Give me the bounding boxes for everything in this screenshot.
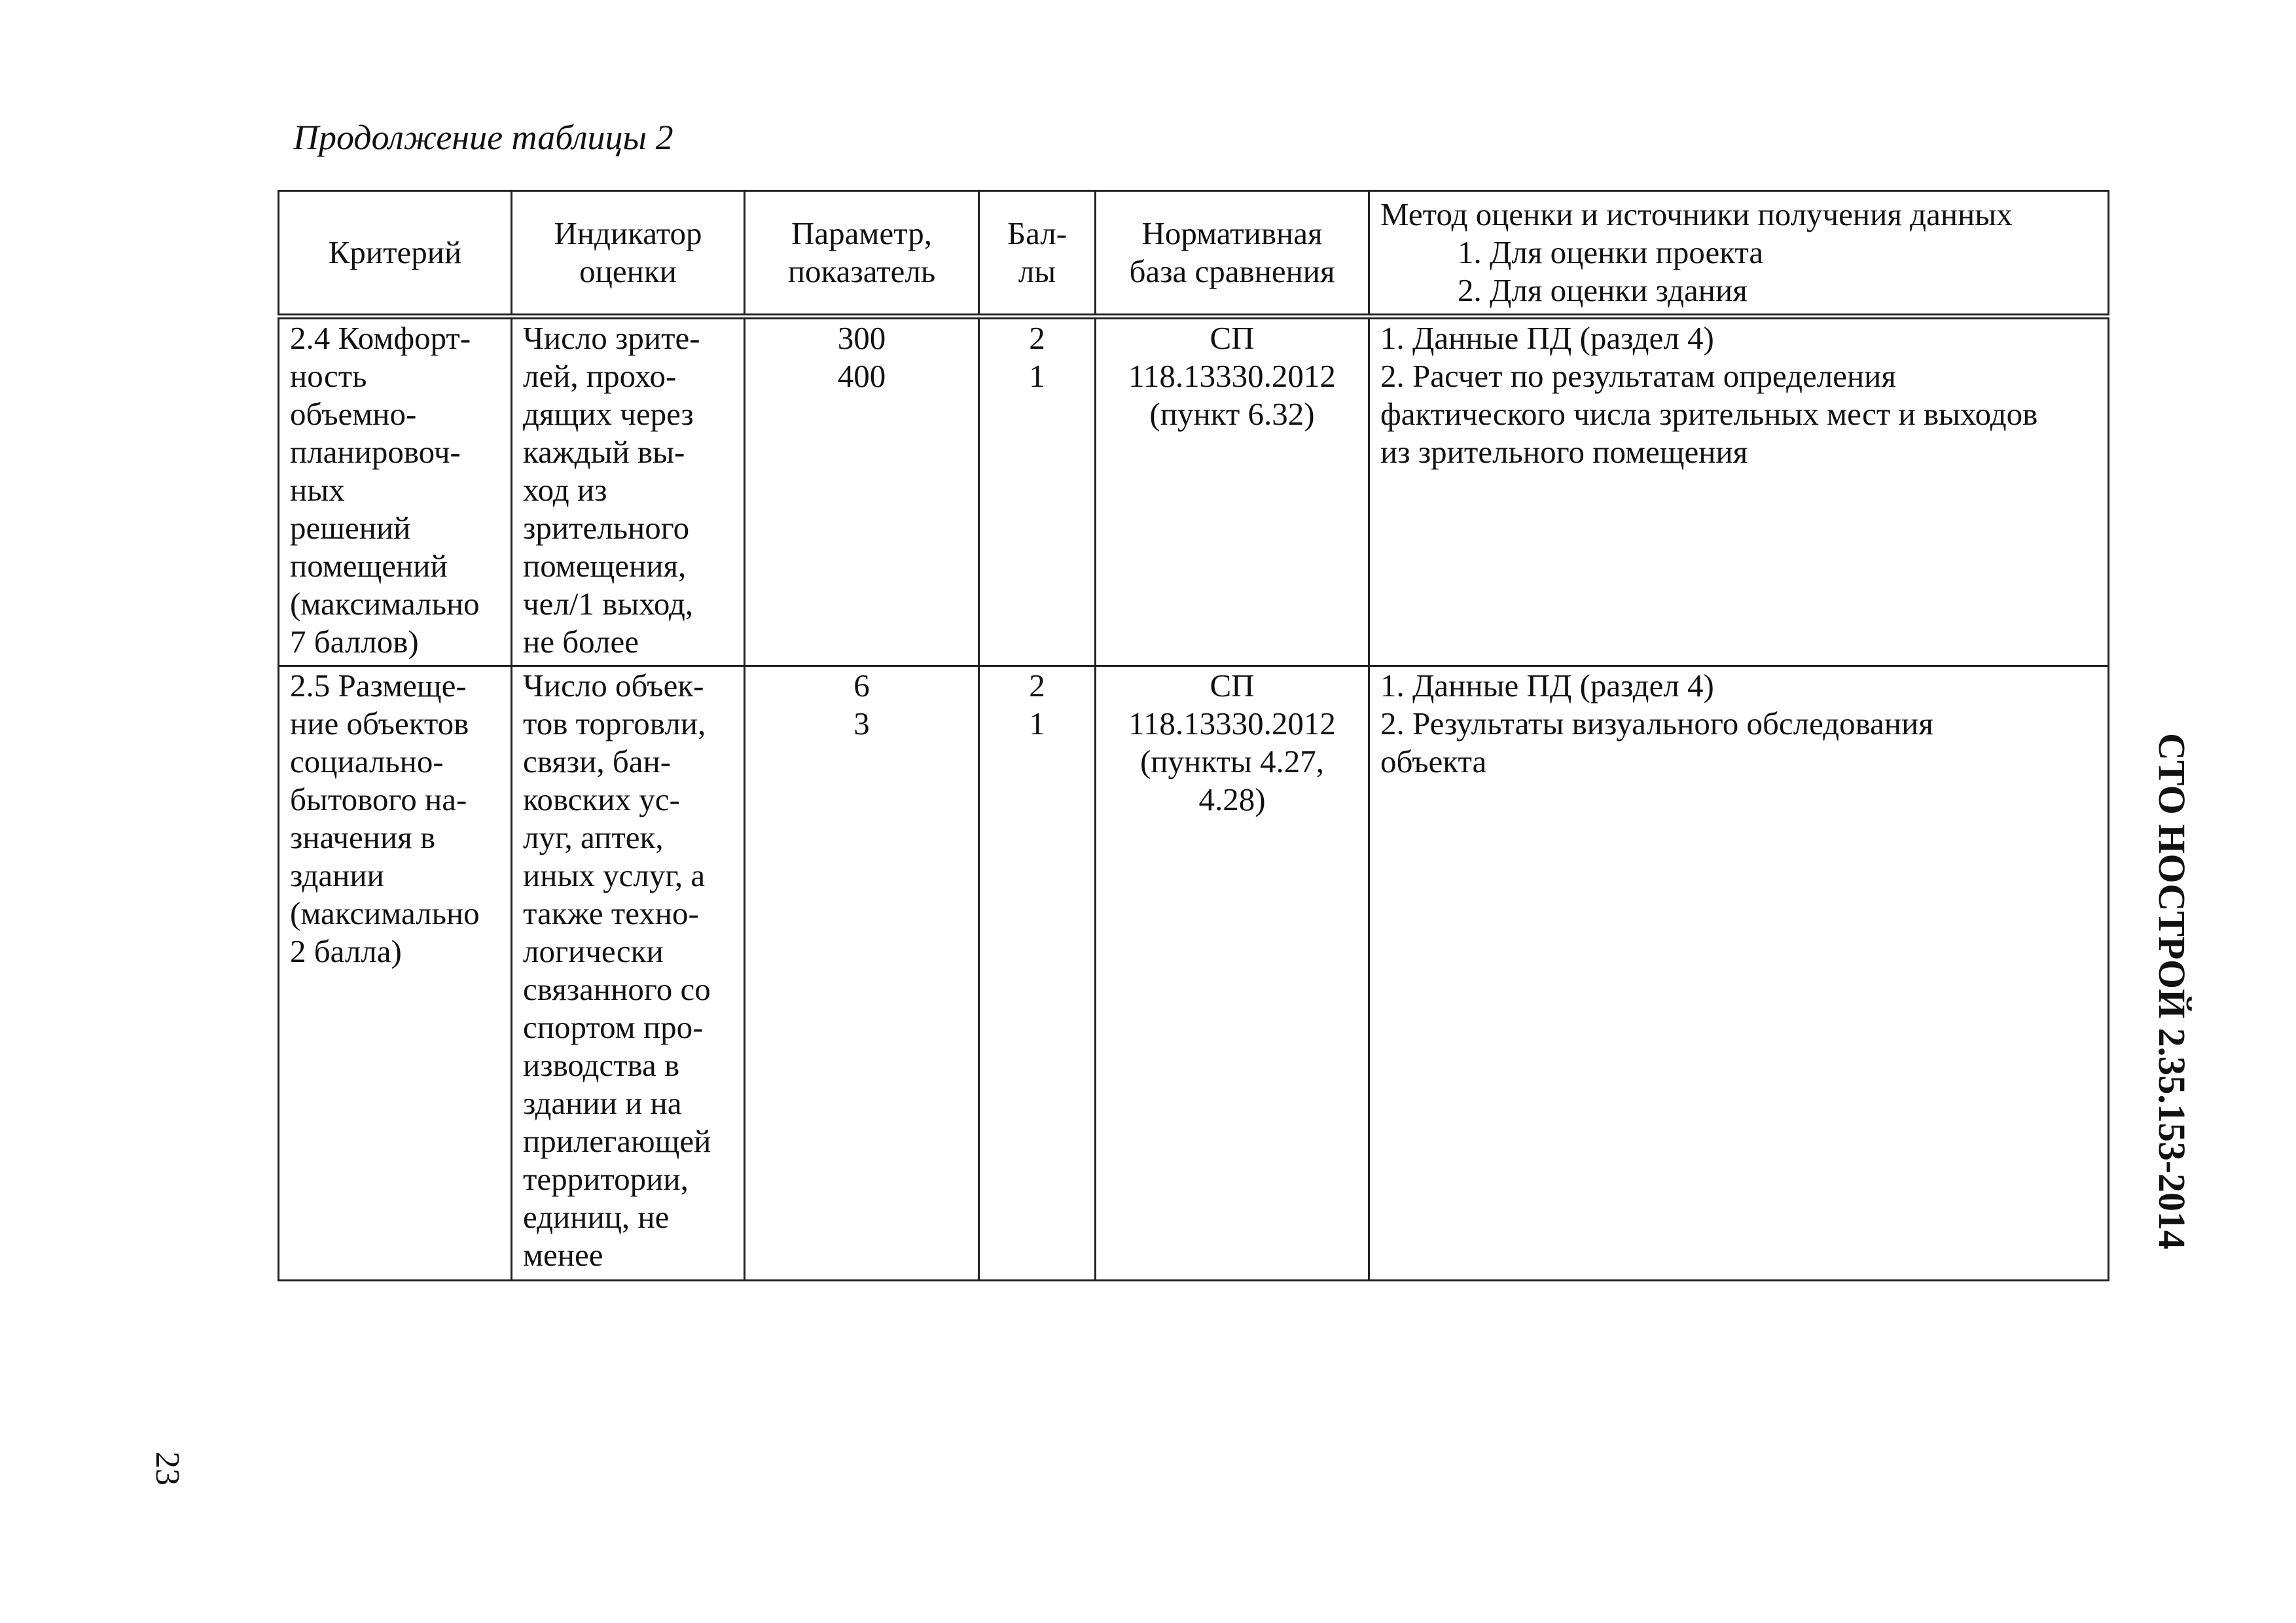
header-criterion: Критерий xyxy=(279,191,512,317)
criteria-table xyxy=(278,190,2109,1281)
table-row xyxy=(279,666,2109,1281)
header-parameter: Параметр, показатель xyxy=(745,191,979,317)
cell-method: 1. Данные ПД (раздел 4) 2. Расчет по результатам определения фактического числа зрительных мест и выходов из зрительного помещения xyxy=(1369,317,2109,666)
page-number: 23 xyxy=(149,1452,186,1486)
cell-parameter: 6 3 xyxy=(745,666,979,1281)
cell-criterion: 2.4 Комфорт- ность объемно- планировоч- ных решений помещений (максимально 7 баллов) xyxy=(279,317,512,666)
header-method xyxy=(1369,191,2109,317)
cell-parameter: 300 400 xyxy=(745,317,979,666)
cell-base: СП 118.13330.2012 (пункт 6.32) xyxy=(1096,317,1369,666)
cell-base: СП 118.13330.2012 (пункты 4.27, 4.28) xyxy=(1096,666,1369,1281)
table-caption: Продолжение таблицы 2 xyxy=(293,118,673,157)
table-header-row xyxy=(279,191,2109,317)
document-code: СТО НОСТРОЙ 2.35.153-2014 xyxy=(2151,733,2193,1250)
table-row xyxy=(279,317,2109,666)
header-method-item1: 1. Для оценки проекта xyxy=(1458,234,1764,270)
cell-criterion: 2.5 Размеще- ние объектов социально- бытового на- значения в здании (максимально 2 балла) xyxy=(279,666,512,1281)
header-method-item2: 2. Для оценки здания xyxy=(1458,272,1748,308)
header-points: Бал- лы xyxy=(979,191,1096,317)
cell-points: 2 1 xyxy=(979,666,1096,1281)
cell-points: 2 1 xyxy=(979,317,1096,666)
header-method-title: Метод оценки и источники получения данных xyxy=(1380,196,2013,232)
cell-indicator: Число зрите- лей, прохо- дящих через каждый вы- ход из зрительного помещения, чел/1 выход, не более xyxy=(512,317,745,666)
header-base: Нормативная база сравнения xyxy=(1096,191,1369,317)
header-indicator: Индикатор оценки xyxy=(512,191,745,317)
cell-method: 1. Данные ПД (раздел 4) 2. Результаты визуального обследования объекта xyxy=(1369,666,2109,1281)
cell-indicator: Число объек- тов торговли, связи, бан- ковских ус- луг, аптек, иных услуг, а также техно- логически связанного со спортом про- изводства в здании и на прилегающей территории, единиц, не менее xyxy=(512,666,745,1281)
